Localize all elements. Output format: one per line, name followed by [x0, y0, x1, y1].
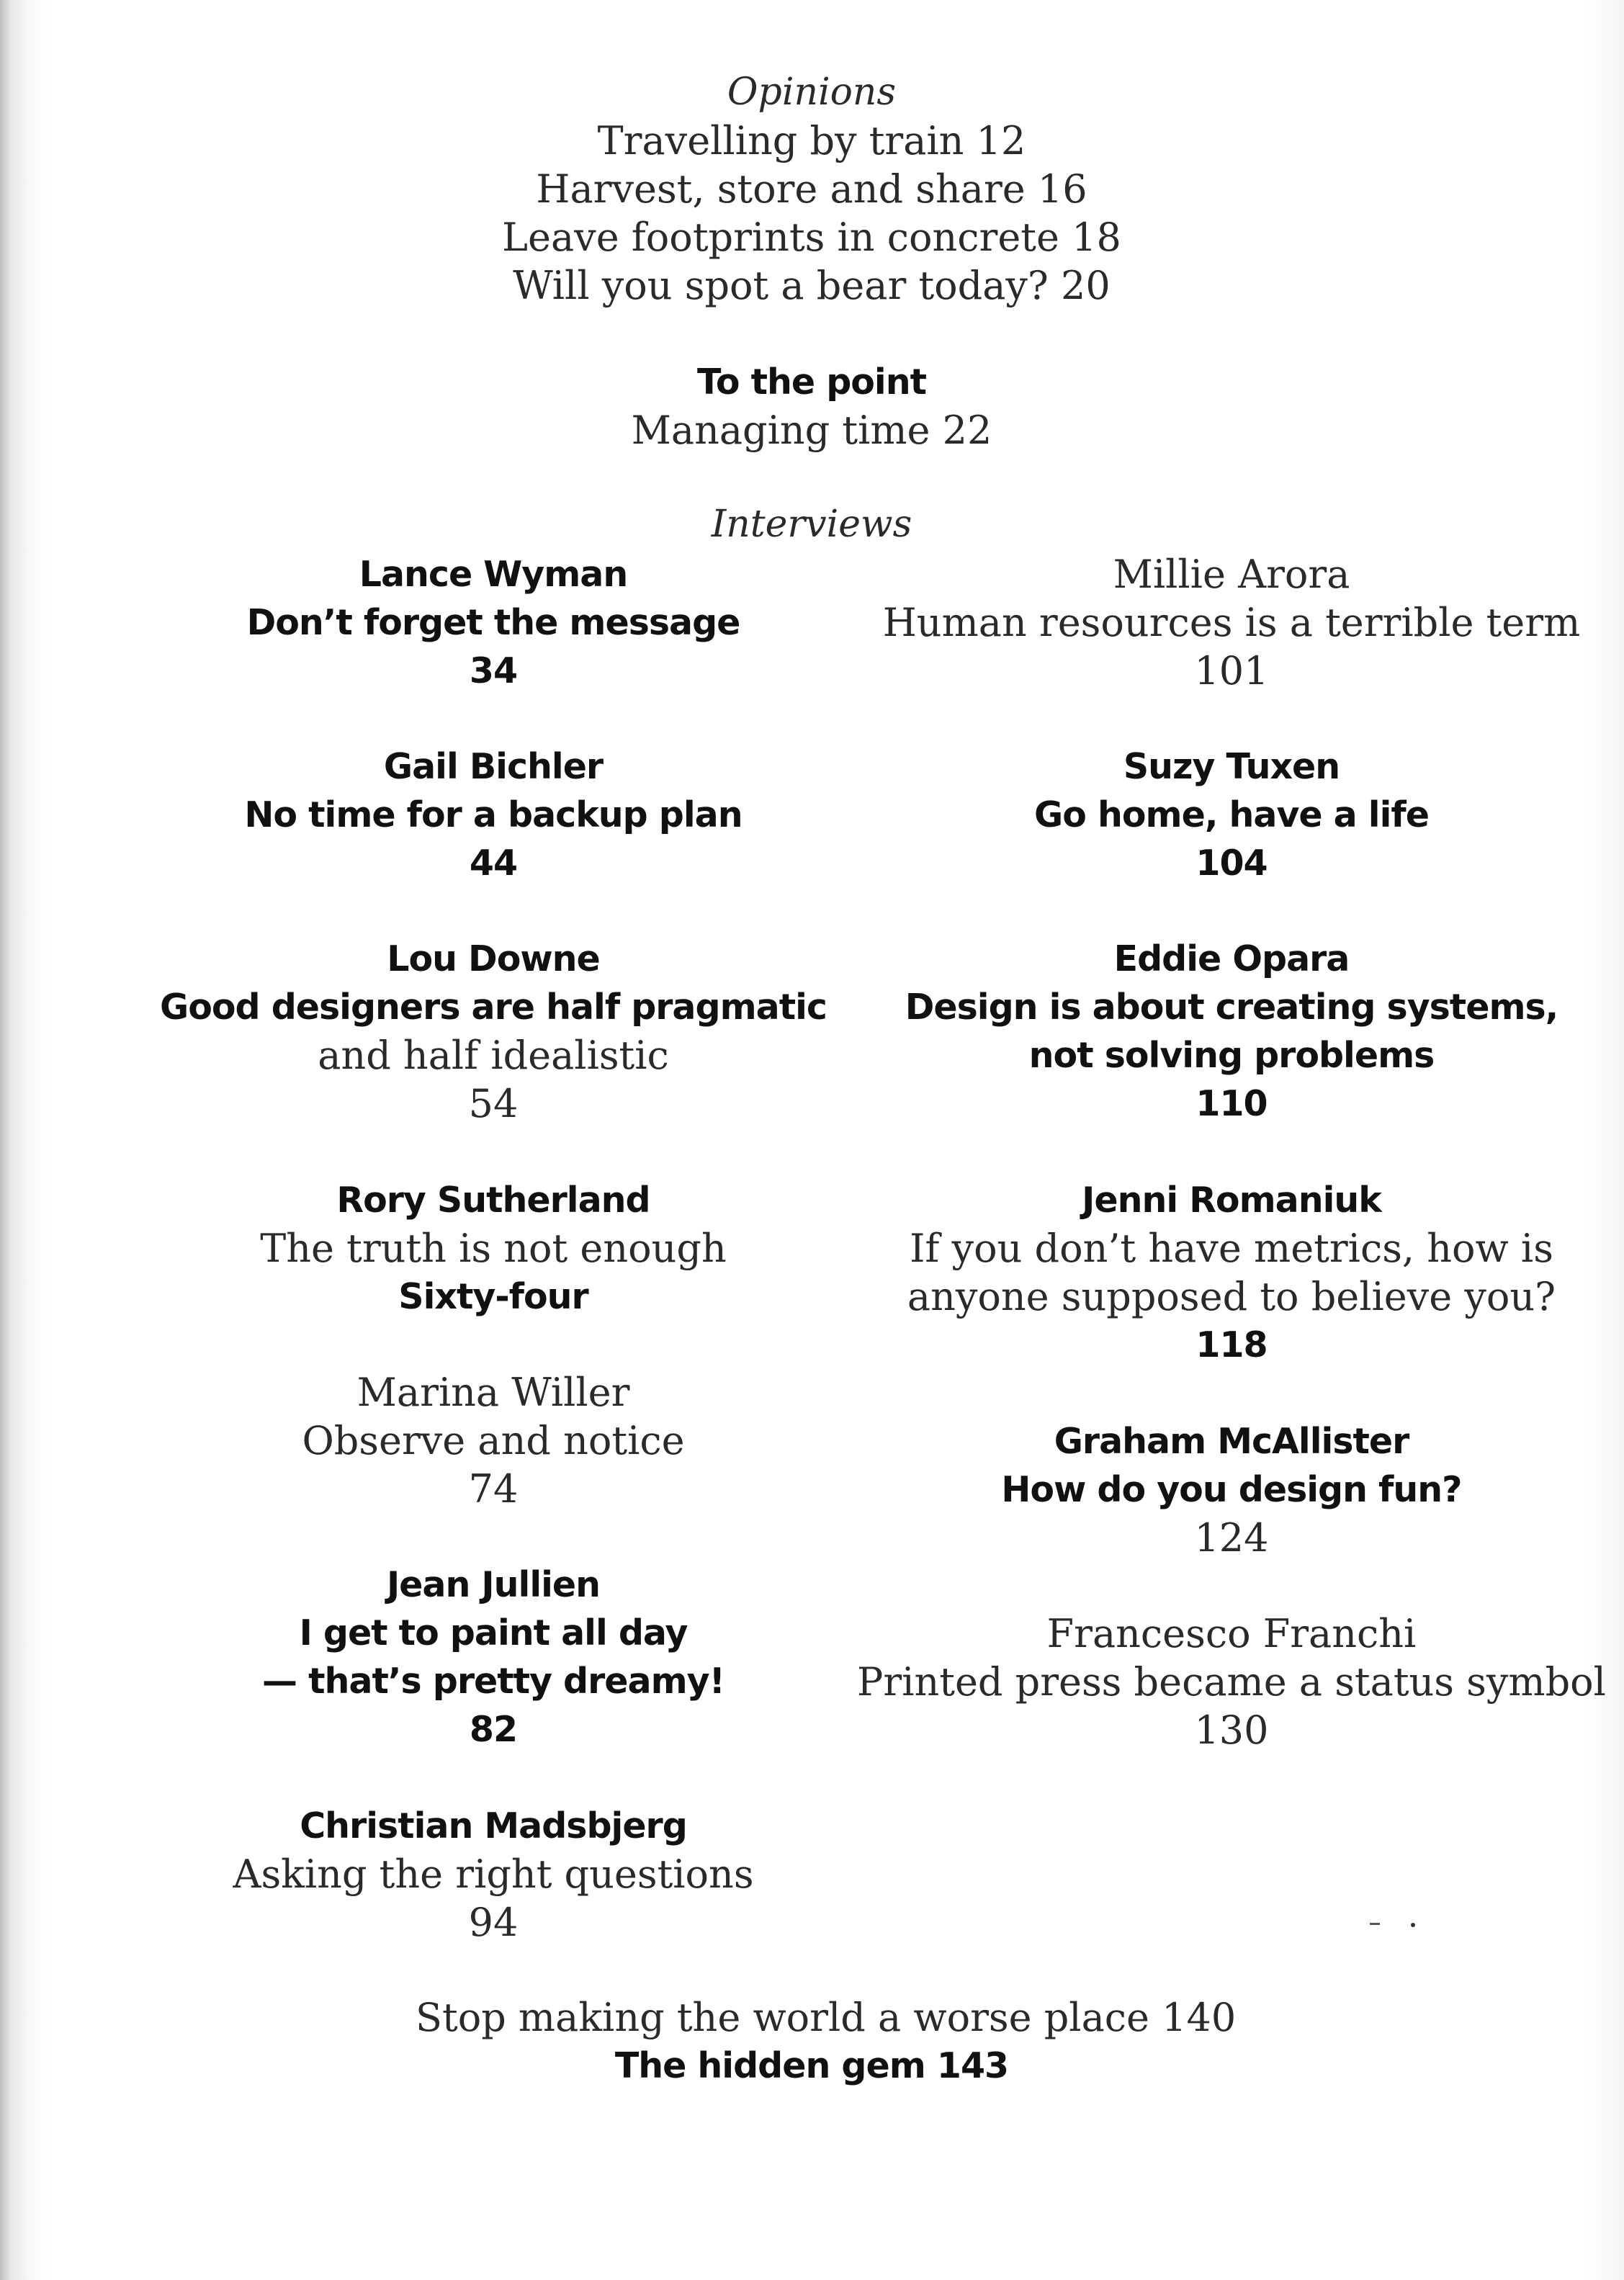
interview-title: Asking the right questions [233, 1852, 754, 1897]
interview-title-continued: and half idealistic [318, 1033, 669, 1078]
print-specks [1368, 1916, 1426, 1930]
to-the-point-item: Managing time 22 [631, 408, 992, 453]
interview-page: 124 [1194, 1515, 1269, 1561]
interview-page: 82 [469, 1709, 518, 1750]
closing-item-bold: The hidden gem 143 [614, 2045, 1009, 2086]
interview-page: 104 [1195, 843, 1268, 884]
interview-entry [857, 1176, 1606, 1369]
interviews-heading-block [416, 501, 1208, 549]
interview-title: Design is about creating systems, [905, 987, 1558, 1028]
interview-entry [137, 550, 850, 695]
interviewee-name: Graham McAllister [1054, 1421, 1409, 1462]
interview-entry [137, 1802, 850, 1947]
interview-entry [857, 935, 1606, 1128]
interview-title: Good designers are half pragmatic [160, 987, 827, 1028]
interview-entry [857, 550, 1606, 695]
interview-page: 110 [1195, 1083, 1268, 1124]
interview-page: 101 [1194, 648, 1269, 694]
interview-title: Observe and notice [302, 1418, 685, 1463]
interview-page: 94 [468, 1900, 519, 1945]
interview-title-continued: — that’s pretty dreamy! [262, 1661, 724, 1702]
interviewee-name: Suzy Tuxen [1123, 746, 1340, 787]
opinion-item: Harvest, store and share 16 [536, 166, 1087, 212]
interview-entry [137, 1561, 850, 1754]
interview-page: Sixty-four [398, 1276, 588, 1317]
interview-title: The truth is not enough [260, 1226, 727, 1271]
interview-title: Don’t forget the message [246, 602, 740, 643]
interviewee-name: Francesco Franchi [1046, 1611, 1417, 1656]
interview-page: 118 [1195, 1324, 1268, 1365]
interviewee-name: Lance Wyman [359, 554, 628, 595]
opinion-item: Will you spot a bear today? 20 [513, 263, 1111, 308]
closing-item: Stop making the world a worse place 140 [416, 1995, 1237, 2040]
interviewee-name: Rory Sutherland [336, 1180, 650, 1221]
interview-entry [137, 1368, 850, 1513]
interview-title: How do you design fun? [1001, 1469, 1462, 1510]
interviewee-name: Jean Jullien [386, 1564, 601, 1605]
interview-entry [137, 742, 850, 887]
interviewee-name: Lou Downe [387, 938, 600, 979]
closing-section [416, 1993, 1237, 2090]
interview-title-continued: anyone supposed to believe you? [907, 1274, 1556, 1319]
interview-page: 34 [469, 650, 518, 691]
interview-entry [857, 1417, 1606, 1562]
opinion-item: Leave footprints in concrete 18 [502, 215, 1121, 260]
interviewee-name: Eddie Opara [1113, 938, 1350, 979]
interviewee-name: Christian Madsbjerg [300, 1805, 687, 1846]
to-the-point-heading: To the point [696, 362, 927, 403]
interviews-heading: Interviews [711, 503, 912, 546]
interviewee-name: Jenni Romaniuk [1082, 1180, 1381, 1221]
interview-title: Human resources is a terrible term [882, 600, 1581, 645]
interviewee-name: Gail Bichler [383, 746, 604, 787]
interview-title: No time for a backup plan [244, 794, 743, 835]
interviewee-name: Marina Willer [356, 1370, 630, 1415]
interview-title: I get to paint all day [299, 1612, 688, 1653]
interview-entry [137, 935, 850, 1128]
interview-entry [857, 1610, 1606, 1754]
interview-entry [137, 1176, 850, 1321]
opinions-section [416, 68, 1208, 310]
interview-page: 44 [469, 843, 518, 884]
interview-title: Printed press became a status symbol [857, 1659, 1606, 1705]
interview-title-continued: not solving problems [1028, 1035, 1435, 1076]
opinions-heading: Opinions [727, 71, 897, 114]
interview-page: 54 [468, 1081, 519, 1126]
interview-page: 130 [1194, 1707, 1269, 1753]
interview-title: Go home, have a life [1034, 794, 1429, 835]
interviewee-name: Millie Arora [1113, 552, 1350, 597]
opinion-item: Travelling by train 12 [597, 118, 1026, 163]
to-the-point-section [416, 358, 1208, 454]
interview-entry [857, 742, 1606, 887]
interview-title: If you don’t have metrics, how is [910, 1226, 1553, 1271]
interview-page: 74 [468, 1466, 519, 1512]
